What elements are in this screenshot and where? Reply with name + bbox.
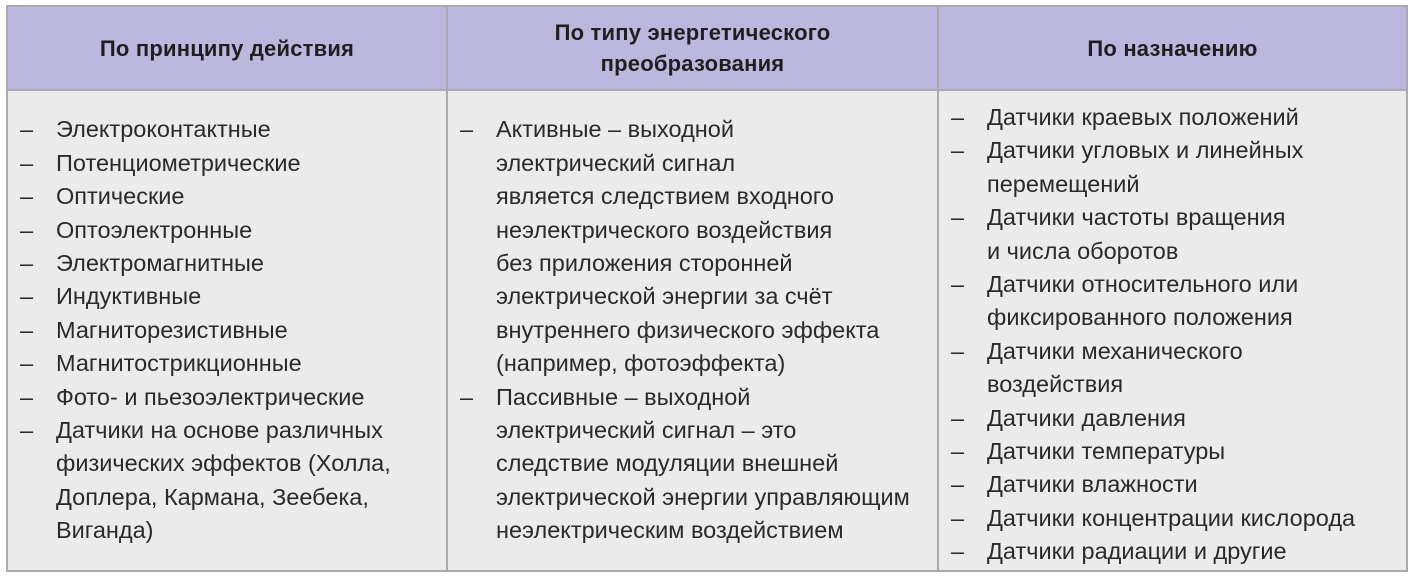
list-item xyxy=(951,268,1398,335)
dash-bullet: – xyxy=(951,504,965,531)
header-by-purpose-text: По назначению xyxy=(1087,35,1258,61)
dash-bullet: – xyxy=(951,404,965,431)
list-item-text: Датчики давления xyxy=(987,404,1186,431)
list-item xyxy=(20,414,438,548)
dash-bullet: – xyxy=(20,216,34,243)
list-item-text: Датчики температуры xyxy=(987,438,1226,465)
dash-bullet: – xyxy=(951,538,965,565)
list-item xyxy=(20,180,438,213)
list-item xyxy=(951,201,1398,268)
list-item-text: Датчики угловых и линейных перемещений xyxy=(987,137,1304,197)
header-by-energy-conversion xyxy=(448,7,939,91)
column-by-energy-conversion xyxy=(448,91,939,570)
list-item-text: Датчики радиации и другие xyxy=(987,538,1287,565)
header-by-principle xyxy=(8,7,448,91)
list-item-text: Электроконтактные xyxy=(56,116,271,143)
list-item-text: Датчики влажности xyxy=(987,471,1198,498)
classification-table xyxy=(6,5,1408,572)
dash-bullet: – xyxy=(20,350,34,377)
list-item-text: Электромагнитные xyxy=(56,249,264,276)
list-item xyxy=(951,402,1398,435)
list-item-text: Активные – выходной электрический сигнал является следствием входного неэлектрического воздействия без приложения сторонней электрической энергии за счёт внутреннего физического эффекта (например, фотоэффекта) xyxy=(496,116,880,377)
dash-bullet: – xyxy=(951,471,965,498)
list-item xyxy=(20,381,438,414)
list-item xyxy=(20,314,438,347)
dash-bullet: – xyxy=(951,337,965,364)
dash-bullet: – xyxy=(951,438,965,465)
list-item-text: Магниторезистивные xyxy=(56,316,288,343)
dash-bullet: – xyxy=(951,204,965,231)
list-item-text: Оптоэлектронные xyxy=(56,216,253,243)
list-item xyxy=(20,347,438,380)
list-item xyxy=(20,147,438,180)
list-item-text: Датчики концентрации кислорода xyxy=(987,504,1356,531)
list-item-text: Датчики частоты вращения и числа оборотов xyxy=(987,204,1286,264)
list-item xyxy=(20,214,438,247)
dash-bullet: – xyxy=(20,249,34,276)
column-by-principle xyxy=(8,91,448,570)
list-item-text: Магнитострикционные xyxy=(56,350,302,377)
list-item xyxy=(20,113,438,146)
dash-bullet: – xyxy=(20,183,34,210)
principle-list xyxy=(20,113,438,547)
list-item-text: Датчики относительного или фиксированного положения xyxy=(987,271,1299,331)
list-item xyxy=(951,535,1398,568)
purpose-list xyxy=(951,101,1398,569)
list-item xyxy=(951,335,1398,402)
list-item-text: Датчики механического воздействия xyxy=(987,337,1243,398)
list-item-text: Потенциометрические xyxy=(56,149,301,176)
dash-bullet: – xyxy=(20,383,34,410)
header-by-purpose xyxy=(939,7,1406,91)
list-item-text: Фото- и пьезоэлектрические xyxy=(56,383,365,410)
dash-bullet: – xyxy=(460,116,474,143)
dash-bullet: – xyxy=(951,104,965,130)
list-item-text: Датчики краевых положений xyxy=(987,104,1299,130)
dash-bullet: – xyxy=(20,417,34,444)
list-item-text: Датчики на основе различных физических эффектов (Холла, Доплера, Кармана, Зеебека, Виганда) xyxy=(56,417,391,544)
dash-bullet: – xyxy=(951,271,965,298)
list-item xyxy=(20,280,438,313)
dash-bullet: – xyxy=(20,316,34,343)
dash-bullet: – xyxy=(20,116,34,143)
energy-conversion-list xyxy=(460,113,929,547)
list-item-text: Оптические xyxy=(56,183,185,210)
list-item-text: Индуктивные xyxy=(56,283,202,310)
dash-bullet: – xyxy=(460,383,474,410)
list-item xyxy=(951,502,1398,535)
list-item xyxy=(20,247,438,280)
header-by-energy-conversion-text: По типу энергетического преобразования xyxy=(554,20,831,76)
dash-bullet: – xyxy=(20,283,34,310)
list-item xyxy=(951,101,1398,134)
list-item xyxy=(951,435,1398,468)
column-by-purpose xyxy=(939,91,1406,570)
list-item xyxy=(951,134,1398,201)
list-item xyxy=(460,381,929,548)
list-item xyxy=(460,113,929,380)
list-item-text: Пассивные – выходной электрический сигнал – это следствие модуляции внешней электрической энергии управляющим неэлектрическим воздействием xyxy=(496,383,910,544)
header-by-principle-text: По принципу действия xyxy=(99,35,355,61)
list-item xyxy=(951,468,1398,501)
dash-bullet: – xyxy=(20,149,34,176)
dash-bullet: – xyxy=(951,137,965,164)
